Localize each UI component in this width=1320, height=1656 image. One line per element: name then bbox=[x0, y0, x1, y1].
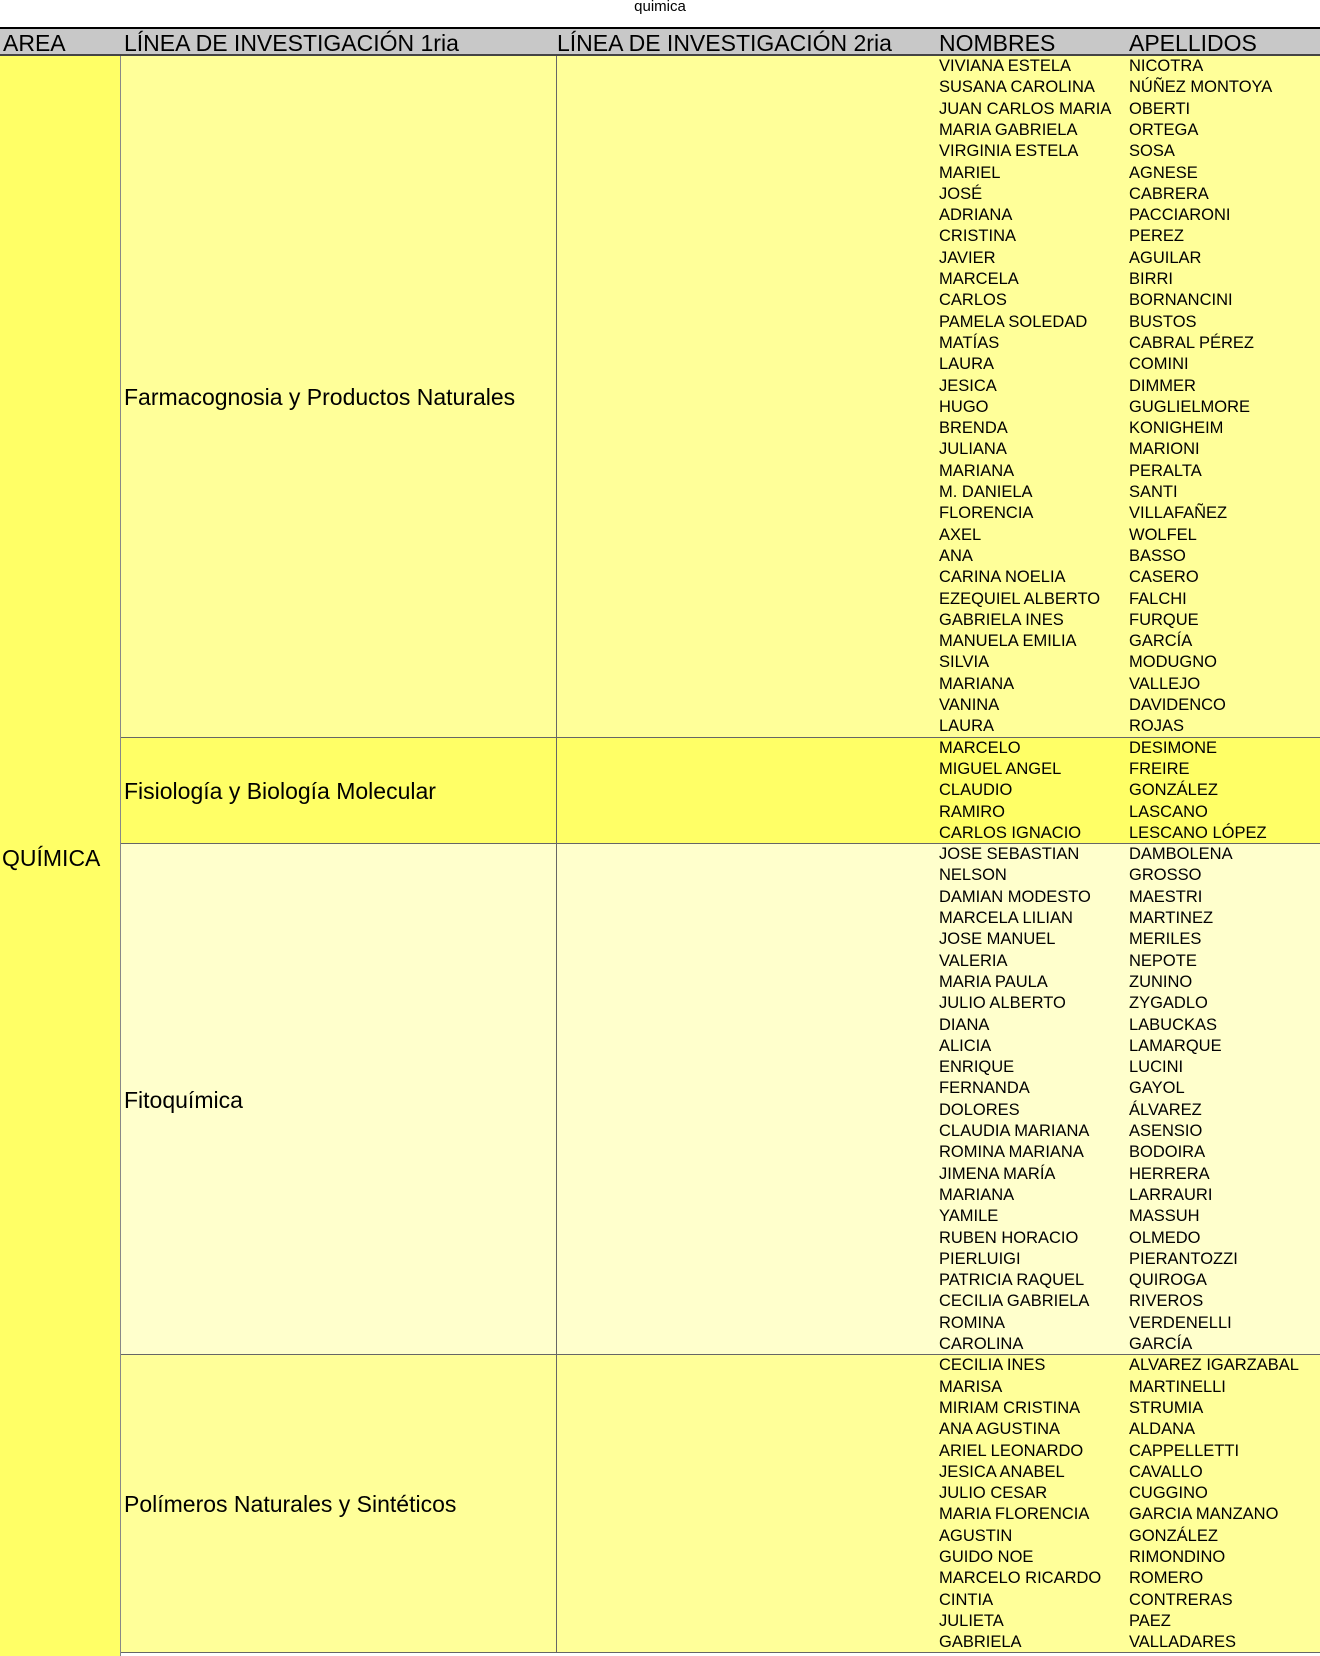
last-name-cell: BIRRI bbox=[1129, 270, 1174, 288]
first-name-cell: SILVIA bbox=[939, 653, 990, 672]
last-name-cell: SANTI bbox=[1129, 483, 1178, 501]
first-name-cell: MARIANA bbox=[939, 1185, 1015, 1204]
first-name-cell: NELSON bbox=[939, 866, 1007, 885]
table-row bbox=[0, 1249, 1320, 1270]
table-row bbox=[0, 248, 1320, 269]
first-name-cell: JOSE MANUEL bbox=[939, 930, 1056, 949]
table-row bbox=[0, 525, 1320, 546]
first-name-cell: ENRIQUE bbox=[939, 1058, 1015, 1077]
table-row bbox=[0, 1632, 1320, 1653]
last-name-cell: VILLAFAÑEZ bbox=[1129, 504, 1228, 523]
header-linea2: LÍNEA DE INVESTIGACIÓN 2ria bbox=[557, 30, 892, 56]
last-name-cell: FREIRE bbox=[1129, 759, 1190, 778]
research-line-label: Farmacognosia y Productos Naturales bbox=[124, 383, 516, 410]
first-name-cell: FLORENCIA bbox=[939, 504, 1034, 523]
table-row bbox=[0, 844, 1320, 865]
last-name-cell: VERDENELLI bbox=[1129, 1313, 1232, 1332]
last-name-cell: CASERO bbox=[1129, 568, 1199, 587]
last-name-cell: GUGLIELMORE bbox=[1129, 397, 1251, 416]
table-row bbox=[0, 1334, 1320, 1355]
last-name-cell: AGUILAR bbox=[1129, 248, 1202, 267]
table-row bbox=[0, 1398, 1320, 1419]
research-line-label: Fitoquímica bbox=[124, 1086, 243, 1113]
research-line-label: Polímeros Naturales y Sintéticos bbox=[124, 1491, 457, 1518]
table-row bbox=[0, 99, 1320, 120]
first-name-cell: MARCELO RICARDO bbox=[939, 1569, 1102, 1588]
last-name-cell: GARCÍA bbox=[1129, 1335, 1193, 1353]
last-name-cell: MARIONI bbox=[1129, 440, 1200, 459]
table-row bbox=[0, 290, 1320, 311]
last-name-cell: ZYGADLO bbox=[1129, 994, 1208, 1013]
last-name-cell: ZUNINO bbox=[1129, 972, 1193, 991]
first-name-cell: MARIA GABRIELA bbox=[939, 120, 1078, 139]
first-name-cell: JESICA ANABEL bbox=[939, 1462, 1065, 1481]
table-row bbox=[0, 1270, 1320, 1291]
first-name-cell: CINTIA bbox=[939, 1590, 994, 1609]
first-name-cell: MATÍAS bbox=[939, 333, 1000, 352]
table-row bbox=[0, 226, 1320, 247]
table-row bbox=[0, 376, 1320, 397]
first-name-cell: CLAUDIA MARIANA bbox=[939, 1122, 1090, 1140]
last-name-cell: CONTRERAS bbox=[1129, 1590, 1233, 1609]
first-name-cell: ALICIA bbox=[939, 1036, 992, 1055]
header-apellidos: APELLIDOS bbox=[1129, 30, 1257, 56]
first-name-cell: MARISA bbox=[939, 1377, 1003, 1396]
first-name-cell: MARIA PAULA bbox=[939, 972, 1048, 991]
last-name-cell: CABRAL PÉREZ bbox=[1129, 333, 1255, 352]
last-name-cell: SOSA bbox=[1129, 142, 1175, 161]
first-name-cell: CLAUDIO bbox=[939, 781, 1013, 800]
first-name-cell: LAURA bbox=[939, 355, 995, 374]
table-row bbox=[0, 993, 1320, 1014]
first-name-cell: JULIETA bbox=[939, 1611, 1004, 1630]
first-name-cell: MANUELA EMILIA bbox=[939, 632, 1077, 651]
last-name-cell: OLMEDO bbox=[1129, 1228, 1201, 1247]
table-row bbox=[0, 1483, 1320, 1504]
last-name-cell: KONIGHEIM bbox=[1129, 419, 1224, 438]
last-name-cell: MERILES bbox=[1129, 930, 1202, 949]
table-row bbox=[0, 1100, 1320, 1121]
last-name-cell: RIVEROS bbox=[1129, 1292, 1204, 1311]
first-name-cell: VIVIANA ESTELA bbox=[939, 57, 1072, 75]
area-label: QUÍMICA bbox=[2, 845, 101, 871]
first-name-cell: MARCELO bbox=[939, 738, 1021, 757]
table-row bbox=[0, 972, 1320, 993]
first-name-cell: M. DANIELA bbox=[939, 483, 1033, 501]
first-name-cell: MARIEL bbox=[939, 163, 1001, 182]
last-name-cell: ROMERO bbox=[1129, 1569, 1204, 1588]
first-name-cell: CRISTINA bbox=[939, 227, 1017, 246]
last-name-cell: NÚÑEZ MONTOYA bbox=[1129, 78, 1273, 97]
last-name-cell: MAESTRI bbox=[1129, 887, 1203, 906]
first-name-cell: RAMIRO bbox=[939, 802, 1005, 821]
first-name-cell: SUSANA CAROLINA bbox=[939, 78, 1095, 97]
table-row bbox=[0, 482, 1320, 503]
table-row bbox=[0, 1206, 1320, 1227]
last-name-cell: GAYOL bbox=[1129, 1079, 1185, 1098]
last-name-cell: VALLADARES bbox=[1129, 1633, 1236, 1652]
first-name-cell: ROMINA MARIANA bbox=[939, 1143, 1084, 1162]
header-linea1: LÍNEA DE INVESTIGACIÓN 1ria bbox=[124, 30, 459, 56]
last-name-cell: COMINI bbox=[1129, 355, 1189, 374]
last-name-cell: STRUMIA bbox=[1129, 1398, 1204, 1417]
first-name-cell: GABRIELA INES bbox=[939, 610, 1064, 629]
first-name-cell: DOLORES bbox=[939, 1100, 1020, 1119]
last-name-cell: MODUGNO bbox=[1129, 653, 1217, 672]
header-area: AREA bbox=[3, 30, 66, 56]
first-name-cell: PAMELA SOLEDAD bbox=[939, 312, 1088, 331]
last-name-cell: ALDANA bbox=[1129, 1420, 1196, 1439]
last-name-cell: OBERTI bbox=[1129, 99, 1191, 118]
table-row bbox=[0, 1419, 1320, 1440]
first-name-cell: PATRICIA RAQUEL bbox=[939, 1271, 1085, 1290]
last-name-cell: CUGGINO bbox=[1129, 1484, 1208, 1503]
table-row bbox=[0, 674, 1320, 695]
first-name-cell: VALERIA bbox=[939, 951, 1008, 970]
first-name-cell: FERNANDA bbox=[939, 1079, 1030, 1098]
table-row bbox=[0, 1291, 1320, 1312]
table-row bbox=[0, 269, 1320, 290]
last-name-cell: NEPOTE bbox=[1129, 951, 1197, 970]
table-row bbox=[0, 163, 1320, 184]
last-name-cell: PAEZ bbox=[1129, 1611, 1171, 1630]
table-row bbox=[0, 865, 1320, 886]
last-name-cell: CABRERA bbox=[1129, 184, 1209, 203]
last-name-cell: LUCINI bbox=[1129, 1058, 1184, 1077]
table-row bbox=[0, 652, 1320, 673]
table-row bbox=[0, 823, 1320, 844]
table-row bbox=[0, 695, 1320, 716]
table-row bbox=[0, 1228, 1320, 1249]
table-row bbox=[0, 1355, 1320, 1376]
last-name-cell: BASSO bbox=[1129, 546, 1186, 565]
last-name-cell: PIERANTOZZI bbox=[1129, 1249, 1238, 1268]
last-name-cell: GONZÁLEZ bbox=[1129, 781, 1218, 800]
first-name-cell: MARIANA bbox=[939, 461, 1015, 480]
last-name-cell: RIMONDINO bbox=[1129, 1548, 1226, 1566]
last-name-cell: AGNESE bbox=[1129, 163, 1198, 182]
last-name-cell: ÁLVAREZ bbox=[1129, 1100, 1202, 1119]
table-row bbox=[0, 759, 1320, 780]
table-row bbox=[0, 1121, 1320, 1142]
table-row bbox=[0, 1526, 1320, 1547]
last-name-cell: PERALTA bbox=[1129, 461, 1202, 480]
first-name-cell: LAURA bbox=[939, 717, 995, 736]
table-row bbox=[0, 205, 1320, 226]
last-name-cell: BODOIRA bbox=[1129, 1143, 1206, 1162]
first-name-cell: JULIANA bbox=[939, 440, 1007, 459]
table-row bbox=[0, 120, 1320, 141]
research-line-label: Fisiología y Biología Molecular bbox=[124, 777, 436, 804]
first-name-cell: BRENDA bbox=[939, 419, 1008, 438]
table-row bbox=[0, 716, 1320, 737]
first-name-cell: JULIO ALBERTO bbox=[939, 994, 1066, 1013]
last-name-cell: LAMARQUE bbox=[1129, 1036, 1222, 1055]
first-name-cell: MARCELA bbox=[939, 270, 1019, 288]
last-name-cell: BORNANCINI bbox=[1129, 291, 1233, 310]
first-name-cell: VIRGINIA ESTELA bbox=[939, 142, 1079, 161]
last-name-cell: HERRERA bbox=[1129, 1164, 1210, 1183]
first-name-cell: RUBEN HORACIO bbox=[939, 1228, 1079, 1247]
last-name-cell: ASENSIO bbox=[1129, 1122, 1203, 1140]
first-name-cell: MARCELA LILIAN bbox=[939, 909, 1073, 927]
first-name-cell: CARLOS bbox=[939, 291, 1007, 310]
last-name-cell: LARRAURI bbox=[1129, 1185, 1213, 1204]
table-row bbox=[0, 56, 1320, 77]
last-name-cell: DESIMONE bbox=[1129, 738, 1218, 757]
table-row bbox=[0, 546, 1320, 567]
first-name-cell: JESICA bbox=[939, 376, 997, 395]
first-name-cell: HUGO bbox=[939, 397, 989, 416]
header-nombres: NOMBRES bbox=[939, 30, 1056, 56]
last-name-cell: GROSSO bbox=[1129, 866, 1202, 885]
first-name-cell: ADRIANA bbox=[939, 206, 1013, 225]
table-row bbox=[0, 1568, 1320, 1589]
table-row bbox=[0, 397, 1320, 418]
table-row bbox=[0, 951, 1320, 972]
table-row bbox=[0, 503, 1320, 524]
last-name-cell: FALCHI bbox=[1129, 589, 1187, 608]
first-name-cell: JUAN CARLOS MARIA bbox=[939, 99, 1112, 118]
last-name-cell: ROJAS bbox=[1129, 717, 1185, 736]
table-row bbox=[0, 1036, 1320, 1057]
table-row bbox=[0, 589, 1320, 610]
first-name-cell: MIRIAM CRISTINA bbox=[939, 1398, 1081, 1417]
table-body bbox=[0, 56, 1320, 1656]
table-row bbox=[0, 780, 1320, 801]
first-name-cell: CECILIA INES bbox=[939, 1356, 1046, 1375]
last-name-cell: MARTINELLI bbox=[1129, 1377, 1226, 1396]
first-name-cell: EZEQUIEL ALBERTO bbox=[939, 589, 1101, 608]
last-name-cell: BUSTOS bbox=[1129, 312, 1197, 331]
last-name-cell: CAPPELLETTI bbox=[1129, 1441, 1240, 1460]
first-name-cell: DAMIAN MODESTO bbox=[939, 887, 1091, 906]
last-name-cell: WOLFEL bbox=[1129, 525, 1197, 544]
table-header bbox=[0, 27, 1320, 56]
first-name-cell: VANINA bbox=[939, 696, 1000, 714]
table-row bbox=[0, 1164, 1320, 1185]
first-name-cell: JIMENA MARÍA bbox=[939, 1164, 1056, 1183]
table-row bbox=[0, 1313, 1320, 1334]
table-row bbox=[0, 631, 1320, 652]
table-row bbox=[0, 1078, 1320, 1099]
first-name-cell: GUIDO NOE bbox=[939, 1548, 1034, 1566]
table-row bbox=[0, 567, 1320, 588]
first-name-cell: JOSÉ bbox=[939, 184, 983, 203]
first-name-cell: JULIO CESAR bbox=[939, 1484, 1048, 1503]
first-name-cell: MARIA FLORENCIA bbox=[939, 1505, 1090, 1524]
table-row bbox=[0, 929, 1320, 950]
first-name-cell: AGUSTIN bbox=[939, 1526, 1013, 1545]
first-name-cell: AXEL bbox=[939, 525, 982, 544]
table-row bbox=[0, 418, 1320, 439]
last-name-cell: LABUCKAS bbox=[1129, 1015, 1218, 1034]
first-name-cell: CECILIA GABRIELA bbox=[939, 1292, 1090, 1311]
table-row bbox=[0, 802, 1320, 823]
first-name-cell: JOSE SEBASTIAN bbox=[939, 845, 1080, 864]
last-name-cell: PACCIARONI bbox=[1129, 206, 1231, 225]
table-row bbox=[0, 1015, 1320, 1036]
last-name-cell: ORTEGA bbox=[1129, 120, 1199, 139]
table-row bbox=[0, 738, 1320, 759]
table-row bbox=[0, 77, 1320, 98]
table-row bbox=[0, 312, 1320, 333]
last-name-cell: GONZÁLEZ bbox=[1129, 1526, 1218, 1545]
first-name-cell: CAROLINA bbox=[939, 1335, 1024, 1353]
table-row bbox=[0, 1377, 1320, 1398]
table-row bbox=[0, 141, 1320, 162]
last-name-cell: VALLEJO bbox=[1129, 674, 1201, 693]
table-row bbox=[0, 1590, 1320, 1611]
first-name-cell: JAVIER bbox=[939, 248, 996, 267]
table-row bbox=[0, 908, 1320, 929]
first-name-cell: CARINA NOELIA bbox=[939, 568, 1066, 587]
last-name-cell: PEREZ bbox=[1129, 227, 1185, 246]
table-row bbox=[0, 610, 1320, 631]
first-name-cell: GABRIELA bbox=[939, 1633, 1022, 1652]
first-name-cell: YAMILE bbox=[939, 1207, 999, 1226]
last-name-cell: NICOTRA bbox=[1129, 57, 1204, 75]
first-name-cell: MIGUEL ANGEL bbox=[939, 759, 1062, 778]
last-name-cell: MARTINEZ bbox=[1129, 909, 1214, 927]
table-row bbox=[0, 1441, 1320, 1462]
first-name-cell: ANA bbox=[939, 546, 973, 565]
last-name-cell: DAMBOLENA bbox=[1129, 845, 1233, 864]
table-row bbox=[0, 333, 1320, 354]
table-row bbox=[0, 439, 1320, 460]
last-name-cell: DAVIDENCO bbox=[1129, 696, 1226, 714]
table-row bbox=[0, 1504, 1320, 1525]
last-name-cell: GARCIA MANZANO bbox=[1129, 1505, 1279, 1524]
first-name-cell: ARIEL LEONARDO bbox=[939, 1441, 1084, 1460]
table-row bbox=[0, 1611, 1320, 1632]
last-name-cell: QUIROGA bbox=[1129, 1271, 1207, 1290]
first-name-cell: PIERLUIGI bbox=[939, 1249, 1021, 1268]
last-name-cell: DIMMER bbox=[1129, 376, 1196, 395]
first-name-cell: CARLOS IGNACIO bbox=[939, 823, 1082, 842]
table-row bbox=[0, 184, 1320, 205]
last-name-cell: FURQUE bbox=[1129, 610, 1199, 629]
table-row bbox=[0, 354, 1320, 375]
last-name-cell: ALVAREZ IGARZABAL bbox=[1129, 1356, 1299, 1375]
table-row bbox=[0, 461, 1320, 482]
first-name-cell: ANA AGUSTINA bbox=[939, 1420, 1061, 1439]
last-name-cell: MASSUH bbox=[1129, 1207, 1200, 1226]
last-name-cell: GARCÍA bbox=[1129, 632, 1193, 651]
first-name-cell: DIANA bbox=[939, 1015, 990, 1034]
table-row bbox=[0, 1547, 1320, 1568]
table-row bbox=[0, 1462, 1320, 1483]
last-name-cell: CAVALLO bbox=[1129, 1462, 1203, 1481]
table-row bbox=[0, 1142, 1320, 1163]
table-row bbox=[0, 1057, 1320, 1078]
last-name-cell: LESCANO LÓPEZ bbox=[1129, 823, 1267, 842]
first-name-cell: MARIANA bbox=[939, 674, 1015, 693]
table-row bbox=[0, 1185, 1320, 1206]
last-name-cell: LASCANO bbox=[1129, 802, 1208, 821]
first-name-cell: ROMINA bbox=[939, 1313, 1005, 1332]
sheet-title: quimica bbox=[634, 0, 686, 15]
table-row bbox=[0, 887, 1320, 908]
